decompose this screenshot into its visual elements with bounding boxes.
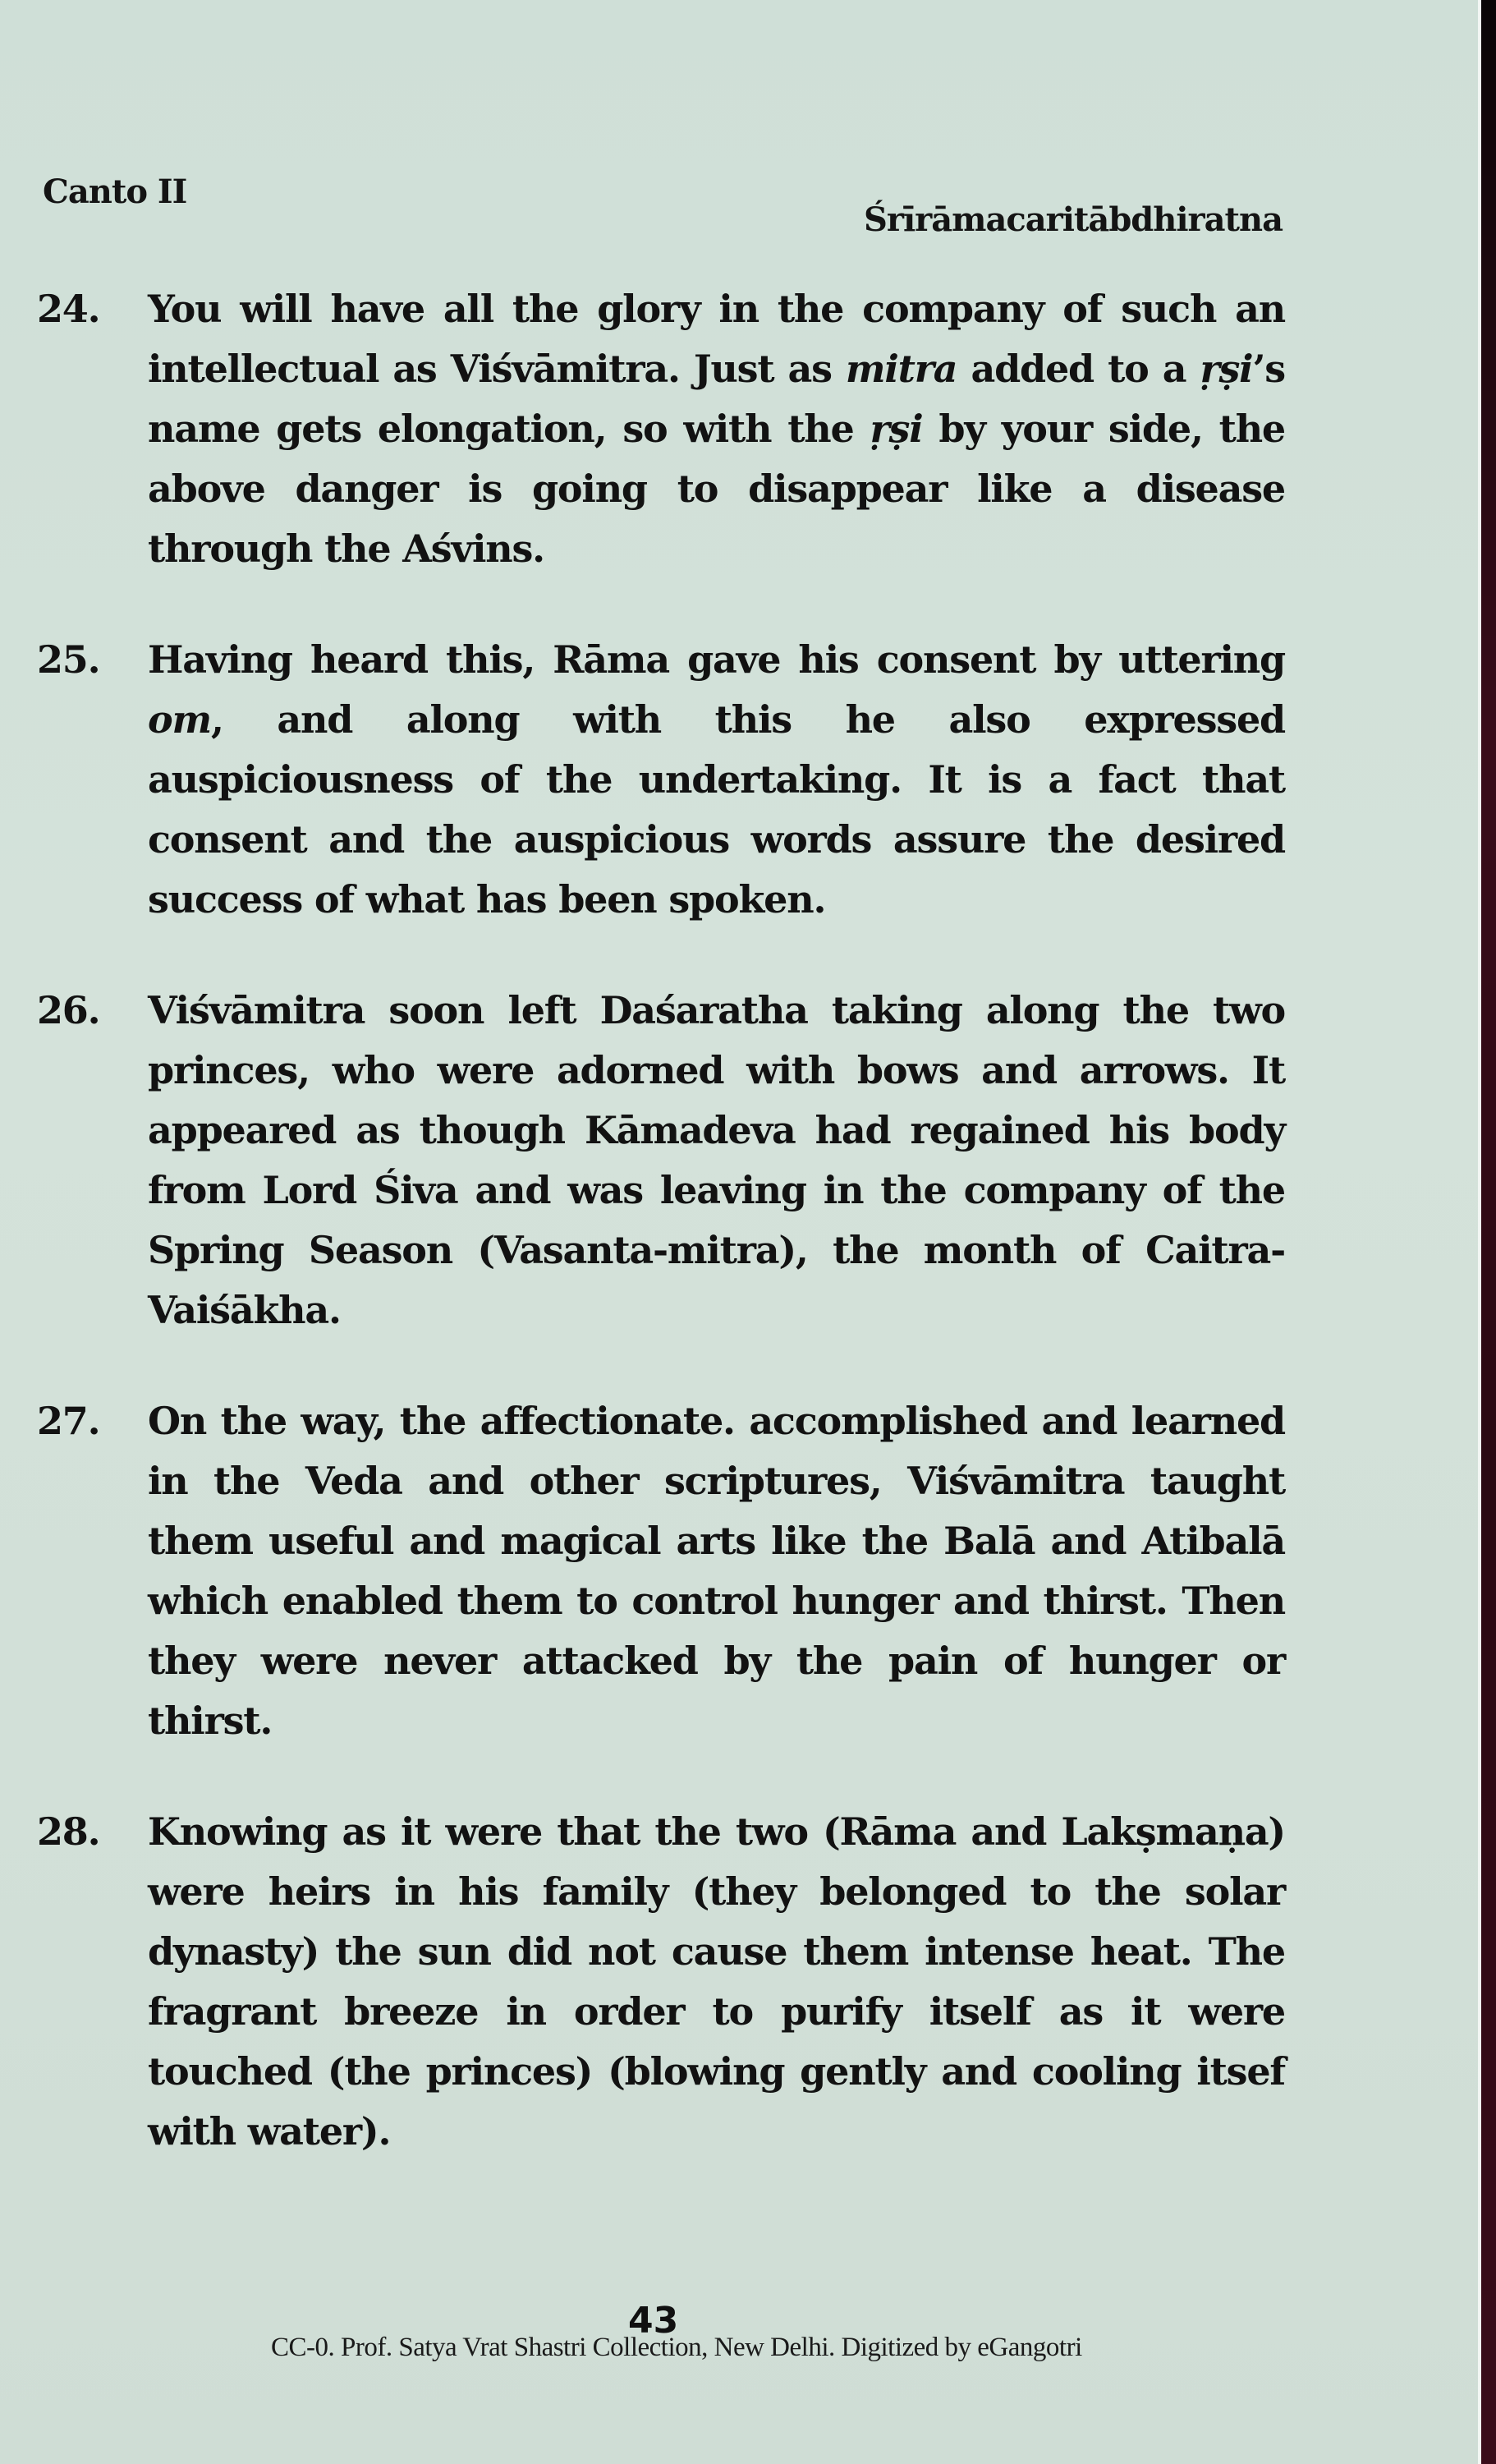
running-head-canto: Canto II (43, 172, 187, 211)
verse-27 (37, 1391, 1285, 1751)
verse-number: 24. (37, 287, 100, 331)
verse-text: Viśvāmitra soon left Daśaratha taking along the two princes, who were adorned with bows and arrows. It appeared as though Kāmadeva had regained his body from Lord Śiva and was leaving in the company of the Spring Season (Vasanta-mitra), the month of Caitra-Vaiśākha. (148, 988, 1285, 1332)
verse-number: 28. (37, 1809, 100, 1854)
verse-list (37, 279, 1285, 2213)
verse-number: 25. (37, 637, 100, 682)
digitization-credit: CC-0. Prof. Satya Vrat Shastri Collection, New Delhi. Digitized by eGangotri (271, 2333, 1082, 2362)
verse-24 (37, 279, 1285, 579)
verse-25 (37, 630, 1285, 930)
page-number: 43 (628, 2300, 679, 2342)
verse-text: Knowing as it were that the two (Rāma and Lakṣmaṇa) were heirs in his family (they belonged to the solar dynasty) the sun did not cause them intense heat. The fragrant breeze in order to purify itself as it were touched (the princes) (blowing gently and cooling itsef with water). (148, 1809, 1285, 2154)
verse-text: Having heard this, Rāma gave his consent by uttering om, and along with this he also expressed auspiciousness of the undertaking. It is a fact that consent and the auspicious words assure the desired success of what has been spoken. (148, 637, 1285, 922)
verse-text: On the way, the affectionate. accomplished and learned in the Veda and other scriptures, Viśvāmitra taught them useful and magical arts like the Balā and Atibalā which enabled them to control hunger and thirst. Then they were never attacked by the pain of hunger or thirst. (148, 1399, 1285, 1743)
verse-26 (37, 981, 1285, 1340)
verse-28 (37, 1802, 1285, 2162)
verse-number: 27. (37, 1399, 100, 1443)
running-head-title: Śrīrāmacaritābdhiratna (864, 200, 1283, 239)
verse-number: 26. (37, 988, 100, 1032)
book-spine-edge (1481, 0, 1496, 2464)
verse-text: You will have all the glory in the company of such an intellectual as Viśvāmitra. Just as mitra added to a ṛṣi’s name gets elongation, so with the ṛṣi by your side, the above danger is going to disappear like a disease through the Aśvins. (148, 287, 1285, 571)
